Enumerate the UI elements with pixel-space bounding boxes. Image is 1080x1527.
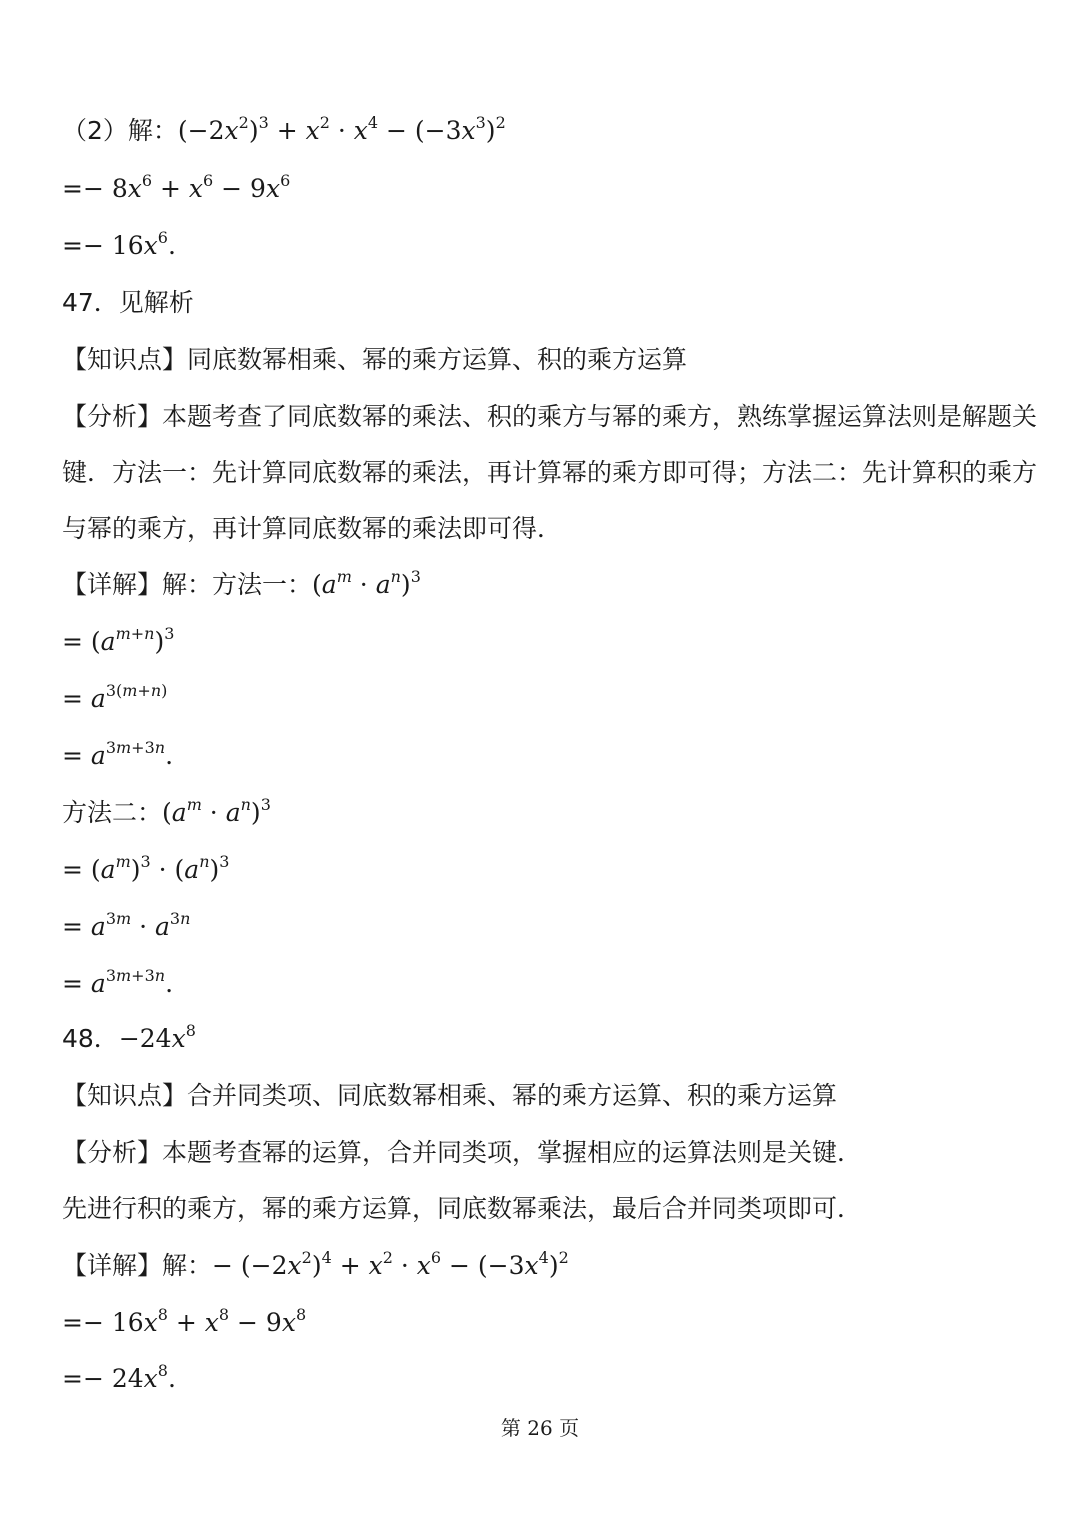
q46-part2-line1 — [62, 114, 1040, 148]
page-number: 第 26 页 — [500, 1416, 580, 1440]
q47-detail-prefix: 【详解】解：方法一： — [62, 570, 313, 599]
q48-analysis-2: 先进行积的乘方，幂的乘方运算，同底数幂乘法，最后合并同类项即可． — [62, 1194, 863, 1223]
q48-detail-prefix: 【详解】解： — [62, 1251, 213, 1280]
q46-part2-line3: =− $16x^6$. — [62, 228, 176, 260]
q47-method1-line3: = $a^{3(m+n)}$ — [62, 681, 168, 713]
q48-heading: 48．$-24x^8$ — [62, 1021, 196, 1053]
q47-method2-line3: = $a^{3m} \cdot a^{3n}$ — [62, 909, 191, 941]
q47-method1-line4: = $a^{3m+3n}$. — [62, 738, 174, 770]
q46-part2-expression: $(-2x^2)^3 + x^2 \cdot x^4 - (-3x^3)^2$ — [177, 113, 506, 145]
q46-part2-prefix: （2）解： — [62, 116, 178, 145]
q48-detail-line3: =− $24x^8$. — [62, 1361, 176, 1393]
q47-analysis: 【分析】本题考查了同底数幂的乘法、积的乘方与幂的乘方，熟练掌握运算法则是解题关键．方法一：先计算同底数幂的乘法，再计算幂的乘方即可得；方法二：先计算积的乘方与幂的乘方，再计算同底数幂的乘法即可得． — [62, 402, 1038, 543]
q47-method1-line2: = $(a^{m+n})^3$ — [62, 624, 175, 656]
q48-knowledge: 【知识点】合并同类项、同底数幂相乘、幂的乘方运算、积的乘方运算 — [62, 1081, 838, 1110]
q48-answer: $-24x^8$ — [118, 1021, 196, 1053]
q48-detail-line2: =− $16x^8 + x^8 - 9x^8$ — [62, 1305, 307, 1337]
q48-analysis-1: 【分析】本题考查幂的运算，合并同类项，掌握相应的运算法则是关键． — [62, 1138, 863, 1167]
q48-detail-line1: 【详解】解：− $(-2x^2)^4 + x^2 \cdot x^6 - (-3x^4)^2$ — [62, 1248, 569, 1280]
q47-method2-line4: = $a^{3m+3n}$. — [62, 966, 174, 998]
q46-part2-step: − $8x^6 + x^6 - 9x^6$ — [82, 171, 291, 203]
q47-heading: 47．见解析 — [62, 288, 194, 317]
q46-part2-line2: =− $8x^6 + x^6 - 9x^6$ — [62, 171, 291, 203]
q47-method2-prefix: 方法二： — [62, 798, 163, 827]
q47-method2-line1: 方法二：$(a^m \cdot a^n)^3$ — [62, 795, 271, 827]
q46-part2-result: − $16x^6$. — [82, 228, 176, 260]
q47-method1-line1: 【详解】解：方法一：$(a^m \cdot a^n)^3$ — [62, 567, 421, 599]
q47-method2-line2: = $(a^m)^3 \cdot (a^n)^3$ — [62, 852, 230, 884]
q47-knowledge: 【知识点】同底数幂相乘、幂的乘方运算、积的乘方运算 — [62, 345, 688, 374]
